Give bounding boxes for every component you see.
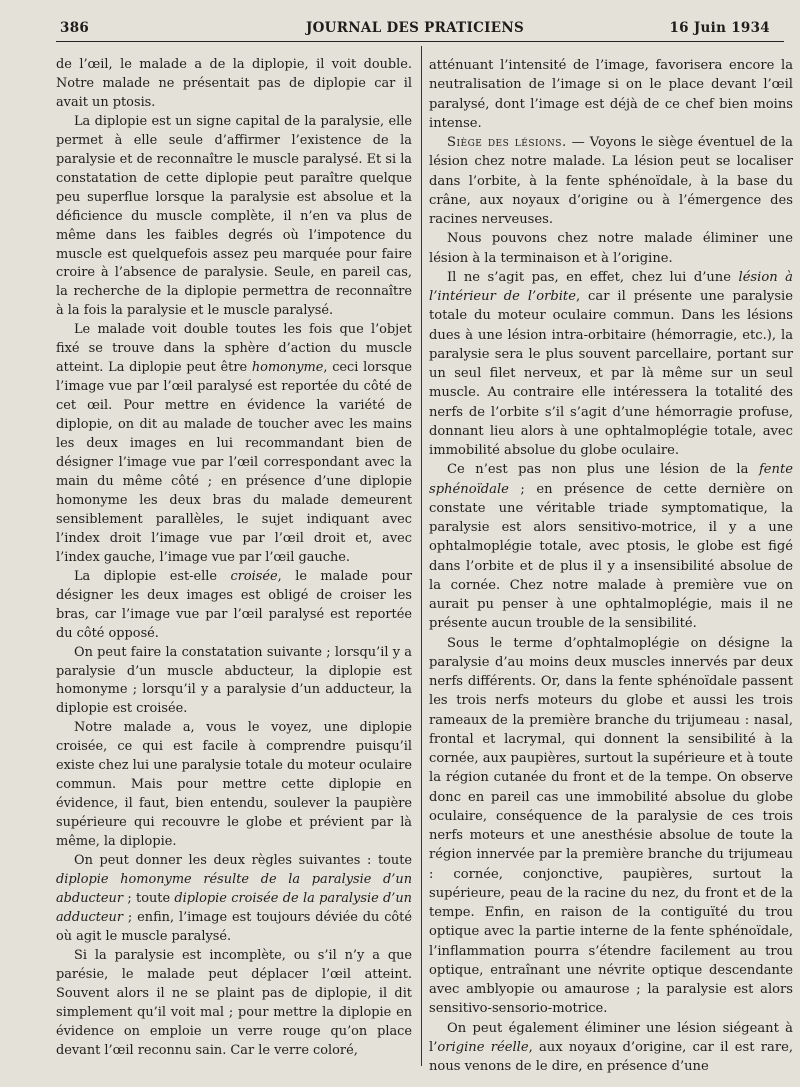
paragraph: On peut faire la constatation suivante ; lorsqu’il y a paralysie d’un muscle abducteur, la diplopie est homonyme ; lorsqu’il y a paralysie d’un adducteur, la diplopie est croisée. bbox=[56, 644, 412, 717]
paragraph-text: La diplopie est-elle bbox=[74, 568, 231, 584]
paragraph-text: , le malade pour désigner les deux images est obligé de croiser les bras, car l’image vue par l’œil paralysé est reportée du côté opposé. bbox=[56, 568, 412, 641]
paragraph: La diplopie est un signe capital de la paralysie, elle permet à elle seule d’affirmer l’existence de la paralysie et de reconnaître le muscle paralysé. Et si la constatation de cette diplopie peut paraître quelque peu superflue lorsque la paralysie est absolue et la déficience du muscle complète, il n’en va plus de même dans les faibles degrés où l’impotence du muscle est quelquefois assez peu marquée pour faire croire à l’absence de paralysie. Seule, en pareil cas, la recherche de la diplopie permettra de reconnaître à la fois la paralysie et le muscle paralysé. bbox=[56, 113, 412, 319]
emphasis: diplopie croisée de la paralysie d’un adducteur bbox=[56, 890, 412, 925]
paragraph bbox=[429, 460, 793, 633]
paragraph bbox=[56, 852, 412, 947]
paragraph: Nous pouvons chez notre malade éliminer une lésion à la terminaison et à l’origine. bbox=[429, 231, 793, 266]
emphasis: croisée bbox=[230, 568, 278, 584]
paragraph: Sous le terme d’ophtalmoplégie on désigne la paralysie d’au moins deux muscles innervés par deux nerfs différents. Or, dans la fente sphénoïdale passent les trois nerfs moteurs du globe et aussi les trois rameaux de la première branche du trijumeau : nasal, frontal et lacrymal, qui donnent la sensibilité à la cornée, aux paupières, surtout la supérieure et à toute la région cutanée du front et de la tempe. On observe donc en pareil cas une immobilité absolue du globe oculaire, conséquence de la paralysie de ces trois nerfs moteurs et une anesthésie absolue de toute la région innervée par la première branche du trijumeau : cornée, conjonctive, paupières, surtout la supérieure, peau de la racine du nez, du front et de la tempe. Enfin, en raison de la contiguïté du trou optique avec la partie interne de la fente sphénoïdale, l’inflammation pourra s’étendre facilement au trou optique, entraînant une névrite optique descendante avec amblyopie ou amaurose ; la paralysie est alors sensitivo-sensorio-motrice. bbox=[429, 635, 793, 1017]
paragraph: Si la paralysie est incomplète, ou s’il n’y a que parésie, le malade peut déplacer l’œil atteint. Souvent alors il ne se plaint pas de diplopie, il dit simplement qu’il voit mal ; pour mettre la diplopie en évidence on emploie un verre rouge qu’on place devant l’œil reconnu sain. Car le verre coloré, bbox=[56, 947, 412, 1058]
paragraph-text: , aux noyaux d’origine, car il est rare, nous venons de le dire, en présence d’une bbox=[429, 1039, 793, 1074]
paragraph-text: On peut donner les deux règles suivantes : toute bbox=[74, 853, 412, 869]
left-column bbox=[56, 56, 412, 1061]
right-column bbox=[429, 56, 793, 1076]
paragraph-text: Ce n’est pas non plus une lésion de la bbox=[447, 462, 759, 478]
paragraph-text: , car il présente une paralysie totale du moteur oculaire commun. Dans les lésions dues à une lésion intra-orbitaire (hémorragie, etc.), la paralysie sera le plus souvent parcellaire, portant sur un seul filet nerveux, et par là même sur un seul muscle. Au contraire elle intéressera la totalité des nerfs de l’orbite s’il s’agit d’une hémorragie profuse, donnant lieu alors à une ophtalmoplégie totale, avec immobilité absolue du globe oculaire. bbox=[429, 289, 793, 458]
emphasis: fente sphénoïdale bbox=[429, 462, 793, 497]
paragraph: Notre malade a, vous le voyez, une diplopie croisée, ce qui est facile à comprendre puisqu’il existe chez lui une paralysie totale du moteur oculaire commun. Mais pour mettre cette diplopie en évidence, il faut, bien entendu, soulever la paupière supérieure qui recouvre le globe et prévient par là même, la diplopie. bbox=[56, 720, 412, 850]
paragraph-text: ; en présence de cette dernière on constate une véritable triade symptomatique, la paralysie est alors sensitivo-motrice, il y a une ophtalmoplégie totale, avec ptosis, le globe est figé dans l’orbite et de plus il y a insensibilité absolue de la cornée. Chez notre malade à première vue on aurait pu penser à une ophtalmoplégie, mais il ne présente aucun trouble de la sensibilité. bbox=[429, 481, 793, 632]
header-rule bbox=[56, 41, 784, 42]
emphasis: lésion à l’intérieur de l’orbite bbox=[429, 269, 793, 304]
emphasis: homonyme bbox=[251, 360, 324, 376]
paragraph-text: On peut également éliminer une lésion siégeant à l’ bbox=[429, 1020, 793, 1055]
paragraph-text: ; toute bbox=[122, 890, 175, 906]
section-heading: Siège des lésions. bbox=[447, 135, 567, 150]
paragraph-text: , ceci lorsque l’image vue par l’œil paralysé est reportée du côté de cet œil. Pour mettre en évidence la variété de diplopie, on dit au malade de toucher avec les mains les deux images en lui recommandant bien de désigner l’image vue par l’œil correspondant avec la main du même côté ; en présence d’une diplopie homonyme les deux bras du malade demeurent sensiblement parallèles, le sujet indiquant avec l’index droit l’image vue par l’œil droit et, avec l’index gauche, l’image vue par l’œil gauche. bbox=[56, 360, 412, 565]
page-number: 386 bbox=[60, 20, 90, 36]
paragraph bbox=[429, 1019, 793, 1077]
journal-title: JOURNAL DES PRATICIENS bbox=[305, 20, 525, 36]
paragraph-text: ; enfin, l’image est toujours déviée du côté où agit le muscle paralysé. bbox=[56, 909, 412, 944]
paragraph bbox=[56, 568, 412, 644]
paragraph-text: Il ne s’agit pas, en effet, chez lui d’une bbox=[447, 269, 739, 285]
paragraph bbox=[429, 133, 793, 229]
paragraph: de l’œil, le malade a de la diplopie, il voit double. Notre malade ne présentait pas de diplopie car il avait un ptosis. bbox=[56, 57, 412, 110]
paragraph-text: Le malade voit double toutes les fois que l’objet fixé se trouve dans la sphère d’action du muscle atteint. La diplopie peut être bbox=[56, 322, 412, 376]
emphasis: origine réelle bbox=[437, 1039, 529, 1055]
emphasis: diplopie homonyme résulte de la paralysie d’un abducteur bbox=[56, 871, 412, 906]
paragraph bbox=[429, 268, 793, 461]
column-divider bbox=[421, 46, 422, 1066]
paragraph bbox=[56, 321, 412, 567]
paragraph-text: — Voyons le siège éventuel de la lésion chez notre malade. La lésion peut se localiser dans l’orbite, à la fente sphénoïdale, à la base du crâne, aux noyaux d’origine ou à l’émergence des racines nerveuses. bbox=[429, 135, 793, 227]
issue-date: 16 Juin 1934 bbox=[669, 20, 770, 36]
paragraph: atténuant l’intensité de l’image, favorisera encore la neutralisation de l’image si on le place devant l’œil paralysé, dont l’image est déjà de ce chef bien moins intense. bbox=[429, 58, 793, 131]
running-header bbox=[60, 18, 770, 40]
